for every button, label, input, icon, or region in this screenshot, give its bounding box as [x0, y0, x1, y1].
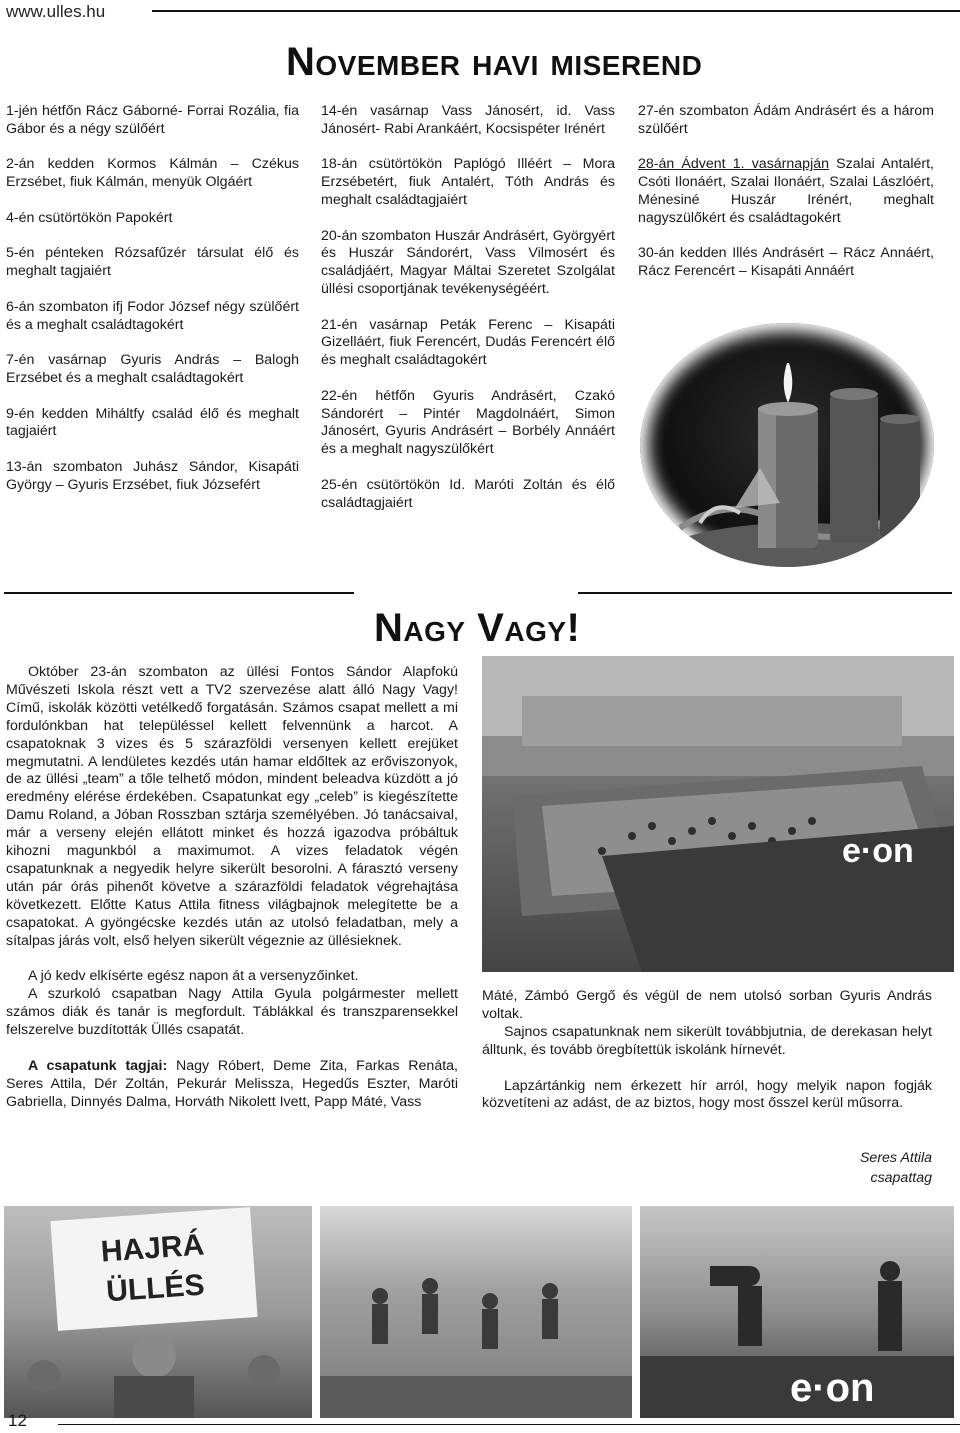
- candles-icon: [640, 323, 934, 567]
- section-rule-left: [4, 592, 354, 594]
- article-paragraph: Október 23-án szombaton az üllési Fontos Sándor Alapfokú Művészeti Iskola részt vett a TV2 szervezése alatt álló Nagy Vagy! Című, iskolák közötti vetélkedő forgatásán. Számos csapat mellett a mi fordulónkban hat településsel kellett felvennünk a harcot. A csapatoknak 3 vizes és 5 szárazföldi versenyen kellett erejüket megmutatni. A lendületes kezdés után hamar eldőltek az erőviszonyok, de az üllési „team” a tőle telhető módon, mindent beleadva küzdött a jó eredmény elérése érdekében. Csapatunkat egy „celeb” is kiegészítette Damu Roland, a Jóban Rosszban sztárja személyében. Jó tanácsaival, már a verseny elején ellátott minket és hozzá igazodva próbáltuk kihozni magunkból a maximumot. A vizes feladatok végén csapatunknak a negyedik helyre sikerült besorolni. A fárasztó verseny után pár órás pihenőt követve a szárazföldi feladatok végrehajtása következett. Előtte Katus Attila fitness világbajnok melegítette be a csapatokat. A gyöngécske kezdés után az utolsó feladatban, mely a sítalpas járás volt, első helyen sikerült végeznie az üllésieknek.: [6, 664, 458, 949]
- mass-entry: 21-én vasárnap Peták Ferenc – Kisapáti Gizelláért, fiuk Ferencért, Dudás Ferencért élő és meghalt családtagokért: [321, 316, 615, 369]
- mass-entry: 14-én vasárnap Vass Jánosért, id. Vass Jánosért- Rabi Arankáért, Kocsispéter Irénért: [321, 103, 615, 137]
- mass-entry: 9-én kedden Miháltfy család élő és meghalt tagjaiért: [6, 405, 299, 440]
- arena-photo-graphic: [482, 656, 954, 972]
- skis-photo: [320, 1206, 632, 1418]
- mass-entry: 20-án szombaton Huszár Andrásért, Györgyért és Huszár Sándorért, Vass Vilmosért és családjáért, Magyar Máltai Szeretet Szolgálat üllési csoportjának tevékenységéért.: [321, 227, 615, 297]
- article-paragraph: Lapzártánkig nem érkezett hír arról, hogy melyik napon fogják közvetíteni az adást, de az biztos, hogy most ősszel kerül műsorra.: [482, 1077, 932, 1112]
- article-paragraph: Sajnos csapatunknak nem sikerült továbbjutnia, de derekasan helyt álltunk, és tovább öregbítettük iskolánk hírnevét.: [482, 1023, 932, 1058]
- mass-entry: 27-én szombaton Ádám Andrásért és a három szülőért: [638, 103, 934, 137]
- team-members-label: A csapatunk tagjai:: [28, 1057, 168, 1074]
- mass-entry: 30-án kedden Illés Andrásért – Rácz Annáért, Rácz Ferencért – Kisapáti Annáért: [638, 245, 934, 280]
- author-signature: [720, 1148, 932, 1188]
- miserend-col-1: [6, 103, 299, 512]
- mass-entry-advent: [638, 156, 934, 227]
- miserend-col-3: [638, 103, 934, 299]
- miserend-col-2: [321, 103, 615, 530]
- mass-entry: 2-án kedden Kormos Kálmán – Czékus Erzsébet, fiuk Kálmán, menyük Olgáért: [6, 156, 299, 191]
- article-paragraph: Máté, Zámbó Gergő és végül de nem utolsó sorban Gyuris András voltak.: [482, 988, 932, 1022]
- header-rule: [152, 10, 960, 12]
- author-name: Seres Attila: [859, 1150, 932, 1166]
- mass-entry: 4-én csütörtökön Papokért: [6, 209, 173, 226]
- mass-entry: 7-én vasárnap Gyuris András – Balogh Erzsébet és a meghalt családtagokért: [6, 352, 299, 386]
- mass-entry: 18-án csütörtökön Paplógó Illéért – Mora Erzsébetért, fiuk Antalért, Tóth András és meghalt családtagjaiért: [321, 156, 615, 208]
- team-members-text: Nagy Róbert, Deme Zita, Farkas Renáta, Seres Attila, Dér Zoltán, Pekurár Melissza, Hegedűs Eszter, Maróti Gabriella, Dinnyés Dalma, Horváth Nikolett Ivett, Papp Máté, Vass: [6, 1057, 458, 1110]
- section-rule-right: [578, 592, 952, 594]
- advent-entry-text: Szalai Antalért, Csóti Ilonáért, Szalai Ilonáért, Szalai Lászlóért, Ménesiné Huszár Irénért, meghalt nagyszülőkért és családtagokért: [638, 156, 934, 226]
- page-title: [286, 40, 702, 85]
- supporters-crowd-graphic: [4, 1206, 312, 1418]
- page-number: 12: [8, 1411, 27, 1430]
- mass-entry: 22-én hétfőn Gyuris Andrásért, Czakó Sándorért – Pintér Magdolnáért, Simon Jánosért, Gyuris Andrásért – Borbély Annáért és a meghalt nagyszülőkért: [321, 387, 615, 458]
- camera-crew-photo: [640, 1206, 954, 1418]
- mass-entry: 5-én pénteken Rózsafűzér társulat élő és meghalt tagjaiért: [6, 245, 299, 280]
- author-role: csapattag: [870, 1170, 932, 1186]
- article-paragraph: A szurkoló csapatban Nagy Attila Gyula polgármester mellett számos diák és tanár is megfordult. Táblákkal és transzparensekkel felszerelve buzdították Üllés csapatát.: [6, 986, 458, 1039]
- mass-entry: 13-án szombaton Juhász Sándor, Kisapáti György – Gyuris Erzsébet, fiuk Józsefért: [6, 458, 299, 493]
- article-title: [374, 606, 580, 651]
- page-title-text: November havi miserend: [286, 40, 703, 84]
- article-paragraph: A jó kedv elkísérte egész napon át a versenyzőinket.: [28, 968, 359, 985]
- advent-link[interactable]: 28-án Ádvent 1. vasárnapján: [638, 156, 830, 173]
- arena-photo: [482, 656, 954, 972]
- article-right-text: [482, 988, 932, 1113]
- footer-rule: [58, 1424, 960, 1425]
- article-left-text: [6, 664, 458, 1112]
- supporters-photo: [4, 1206, 312, 1418]
- advent-candle-image: [640, 323, 934, 567]
- skis-photo-graphic: [320, 1206, 632, 1418]
- site-url[interactable]: www.ulles.hu: [6, 2, 106, 21]
- team-members: [6, 1058, 458, 1112]
- article-title-text: Nagy Vagy!: [374, 606, 581, 650]
- eon-banner-text: e·on: [790, 1366, 875, 1410]
- mass-entry: 1-jén hétfőn Rácz Gáborné- Forrai Rozália, fia Gábor és a négy szülőért: [6, 103, 299, 137]
- eon-banner-text: e·on: [842, 832, 914, 870]
- supporters-sign-text: HAJRÁ ÜLLÉS: [99, 1228, 206, 1309]
- mass-entry: 6-án szombaton ifj Fodor József négy szülőért és a meghalt családtagokért: [6, 298, 299, 333]
- mass-entry: 25-én csütörtökön Id. Maróti Zoltán és élő családtagjaiért: [321, 476, 615, 511]
